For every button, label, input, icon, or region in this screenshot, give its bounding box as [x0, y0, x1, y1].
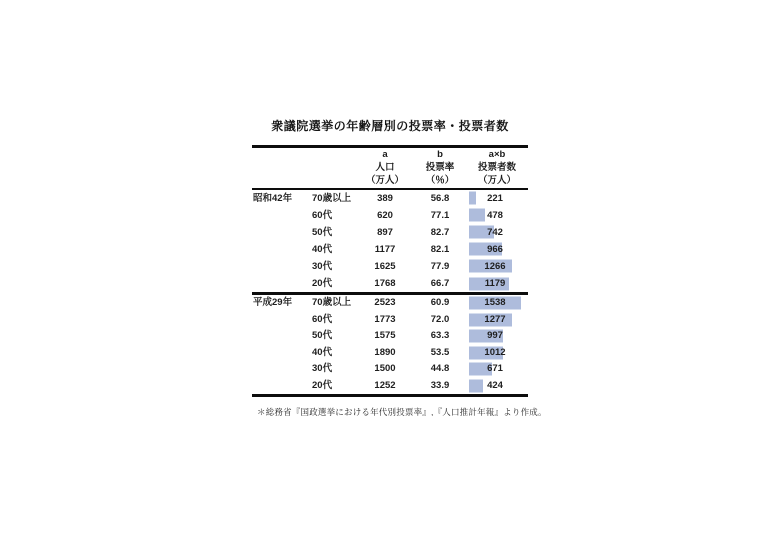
- population-cell: 1625: [374, 260, 396, 272]
- table-row: [252, 258, 528, 275]
- voters-cell: 1012: [484, 346, 506, 358]
- table-row: [252, 190, 528, 207]
- age-group-cell: 50代: [312, 330, 333, 342]
- header-tag-axb: a×b: [488, 149, 506, 160]
- population-cell: 1768: [374, 277, 396, 289]
- age-group-cell: 20代: [312, 277, 333, 289]
- table-row: [252, 312, 528, 329]
- voters-cell: 1538: [484, 297, 506, 309]
- age-group-cell: 30代: [312, 260, 333, 272]
- population-cell: 1252: [374, 379, 396, 391]
- table-row: [252, 328, 528, 345]
- voters-cell: 478: [487, 209, 503, 221]
- population-cell: 1500: [374, 363, 396, 375]
- voters-cell: 1277: [484, 313, 506, 325]
- turnout-rate-cell: 44.8: [430, 363, 450, 375]
- table-row: [252, 345, 528, 362]
- voters-cell: 424: [487, 379, 503, 391]
- era-cell: 平成29年: [253, 297, 293, 309]
- population-cell: 389: [377, 192, 393, 204]
- age-group-cell: 60代: [312, 313, 333, 325]
- header-tag-b: b: [437, 149, 443, 160]
- population-cell: 1890: [374, 346, 396, 358]
- turnout-table: [252, 145, 528, 397]
- table-row: [252, 275, 528, 292]
- turnout-rate-cell: 82.1: [430, 243, 450, 255]
- turnout-rate-cell: 82.7: [430, 226, 450, 238]
- population-cell: 1773: [374, 313, 396, 325]
- header-col-voters: [478, 148, 516, 188]
- voters-cell: 1266: [484, 260, 506, 272]
- table-row: [252, 378, 528, 395]
- era-cell: 昭和42年: [253, 192, 293, 204]
- header-unit-voters: （万人）: [477, 175, 517, 187]
- turnout-rate-cell: 53.5: [430, 346, 450, 358]
- age-group-cell: 70歳以上: [312, 297, 352, 309]
- voters-cell: 966: [487, 243, 503, 255]
- voters-cell: 221: [487, 192, 503, 204]
- turnout-rate-cell: 60.9: [430, 297, 450, 309]
- table-row: [252, 241, 528, 258]
- chart-title: 衆議院選挙の年齢層別の投票率・投票者数: [271, 119, 509, 133]
- header-label-voters: 投票者数: [477, 162, 517, 174]
- voters-cell: 742: [487, 226, 503, 238]
- turnout-rate-cell: 77.1: [430, 209, 450, 221]
- table-row: [252, 361, 528, 378]
- header-col-turnout-rate: [426, 148, 455, 188]
- header-label-turnout-rate: 投票率: [425, 162, 455, 174]
- header-unit-population: （万人）: [365, 175, 405, 187]
- age-group-cell: 20代: [312, 379, 333, 391]
- table-row: [252, 295, 528, 312]
- header-label-population: 人口: [375, 162, 395, 174]
- age-group-cell: 60代: [312, 209, 333, 221]
- header-tag-a: a: [382, 149, 388, 160]
- population-cell: 2523: [374, 297, 396, 309]
- age-group-cell: 40代: [312, 346, 333, 358]
- age-group-cell: 40代: [312, 243, 333, 255]
- population-cell: 897: [377, 226, 393, 238]
- voters-cell: 1179: [484, 277, 506, 289]
- header-unit-turnout-rate: （％）: [425, 175, 455, 187]
- turnout-rate-cell: 63.3: [430, 330, 450, 342]
- table-header: [252, 148, 528, 188]
- age-group-cell: 30代: [312, 363, 333, 375]
- header-col-population: [366, 148, 404, 188]
- turnout-rate-cell: 72.0: [430, 313, 450, 325]
- table-row: [252, 224, 528, 241]
- table-body: [252, 190, 528, 395]
- age-group-cell: 50代: [312, 226, 333, 238]
- population-cell: 1177: [374, 243, 396, 255]
- source-footnote: ＊総務省『国政選挙における年代別投票率』,『人口推計年報』より作成。: [257, 407, 547, 417]
- turnout-rate-cell: 33.9: [430, 379, 450, 391]
- voters-cell: 997: [487, 330, 503, 342]
- turnout-rate-cell: 77.9: [430, 260, 450, 272]
- turnout-rate-cell: 66.7: [430, 277, 450, 289]
- population-cell: 620: [377, 209, 393, 221]
- population-cell: 1575: [374, 330, 396, 342]
- voters-cell: 671: [487, 363, 503, 375]
- table-bottom-border: [252, 394, 528, 397]
- age-group-cell: 70歳以上: [312, 192, 352, 204]
- turnout-rate-cell: 56.8: [430, 192, 450, 204]
- table-row: [252, 207, 528, 224]
